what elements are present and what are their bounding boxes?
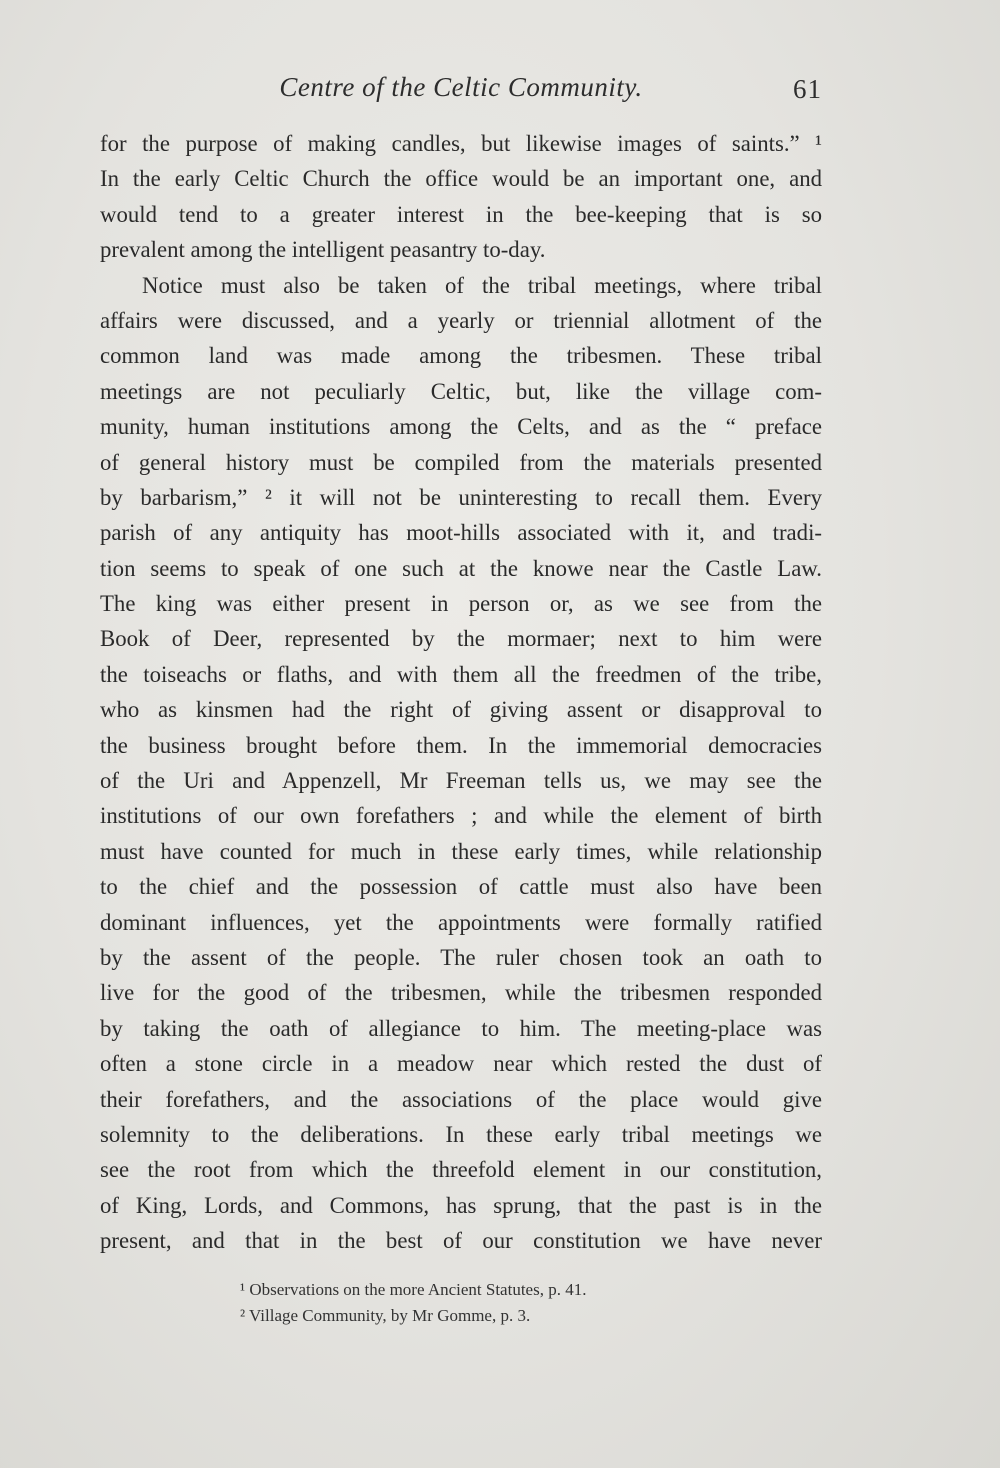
paragraph-start-line: Notice must also be taken of the tribal meetings, where tribal: [142, 272, 822, 298]
text-line: live for the good of the tribesmen, while the tribesmen responded: [100, 980, 822, 1006]
footnote-1: ¹ Observations on the more Ancient Statutes, p. 41.: [240, 1280, 587, 1299]
text-line: prevalent among the intelligent peasantry to-day.: [100, 237, 546, 263]
text-line: by barbarism,” ² it will not be uninteresting to recall them. Every: [100, 484, 822, 510]
text-line: tion seems to speak of one such at the knowe near the Castle Law.: [100, 555, 822, 581]
text-line: parish of any antiquity has moot-hills associated with it, and tradi-: [100, 520, 822, 546]
text-line: by taking the oath of allegiance to him. The meeting-place was: [100, 1015, 822, 1041]
text-line: the business brought before them. In the immemorial democracies: [100, 732, 822, 758]
text-line: their forefathers, and the associations of the place would give: [100, 1086, 822, 1112]
text-line: affairs were discussed, and a yearly or triennial allotment of the: [100, 307, 822, 333]
text-line: often a stone circle in a meadow near which rested the dust of: [100, 1051, 822, 1077]
footnote-2: ² Village Community, by Mr Gomme, p. 3.: [240, 1306, 531, 1325]
text-line: see the root from which the threefold element in our constitution,: [100, 1157, 822, 1183]
text-line: would tend to a greater interest in the bee-keeping that is so: [100, 201, 822, 227]
page-number: 61: [793, 74, 822, 104]
text-line: institutions of our own forefathers ; and while the element of birth: [100, 803, 822, 829]
text-line: of King, Lords, and Commons, has sprung, that the past is in the: [100, 1192, 822, 1218]
text-line: common land was made among the tribesmen. These tribal: [100, 343, 822, 369]
text-line: must have counted for much in these early times, while relationship: [100, 838, 822, 864]
text-line: the toiseachs or flaths, and with them all the freedmen of the tribe,: [100, 661, 822, 687]
text-line: munity, human institutions among the Celts, and as the “ preface: [100, 414, 822, 440]
running-title: Centre of the Celtic Community.: [279, 72, 643, 102]
text-line: meetings are not peculiarly Celtic, but, like the village com-: [100, 378, 822, 404]
body-text: [100, 126, 822, 1259]
text-line: of general history must be compiled from the materials presented: [100, 449, 822, 475]
text-line: The king was either present in person or, as we see from the: [100, 591, 822, 617]
text-line: of the Uri and Appenzell, Mr Freeman tells us, we may see the: [100, 768, 822, 794]
running-header: [100, 72, 822, 112]
text-line: solemnity to the deliberations. In these early tribal meetings we: [100, 1121, 822, 1147]
text-line: dominant influences, yet the appointments were formally ratified: [100, 909, 822, 935]
text-line: Book of Deer, represented by the mormaer; next to him were: [100, 626, 822, 652]
footnotes: [240, 1277, 760, 1329]
text-line: to the chief and the possession of cattle must also have been: [100, 874, 822, 900]
text-line: by the assent of the people. The ruler chosen took an oath to: [100, 944, 822, 970]
text-line: present, and that in the best of our constitution we have never: [100, 1228, 822, 1254]
text-line: for the purpose of making candles, but likewise images of saints.” ¹: [100, 131, 822, 156]
text-line: In the early Celtic Church the office would be an important one, and: [100, 166, 822, 192]
text-line: who as kinsmen had the right of giving assent or disapproval to: [100, 697, 822, 723]
